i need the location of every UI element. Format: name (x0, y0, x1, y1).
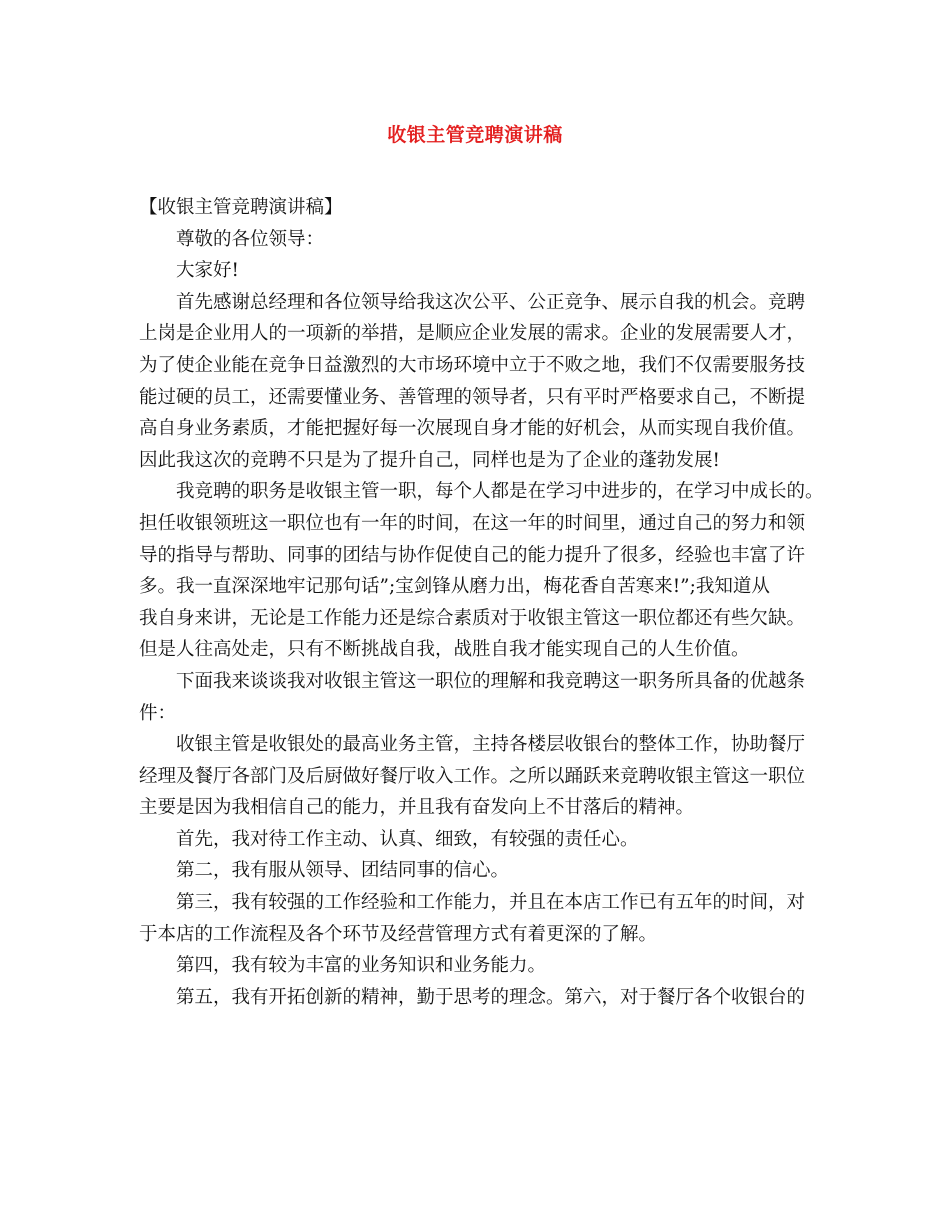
body-line: 第四，我有较为丰富的业务知识和业务能力。 (176, 955, 547, 977)
body-line: 于本店的工作流程及各个环节及经营管理方式有着更深的了解。 (139, 923, 658, 945)
body-line: 因此我这次的竞聘不只是为了提升自己，同样也是为了企业的蓬勃发展! (139, 449, 720, 471)
body-line: 高自身业务素质，才能把握好每一次展现自身才能的好机会，从而实现自我价值。 (139, 418, 806, 440)
body-line: 第五，我有开拓创新的精神，勤于思考的理念。第六，对于餐厅各个收银台的 (176, 986, 806, 1008)
body-line: 多。我一直深深地牢记那句话”;宝剑锋从磨力出，梅花香自苦寒来!”;我知道从 (139, 576, 770, 598)
body-line: 收银主管是收银处的最高业务主管，主持各楼层收银台的整体工作，协助餐厅 (176, 734, 806, 756)
body-line: 我竞聘的职务是收银主管一职，每个人都是在学习中进步的，在学习中成长的。 (176, 481, 824, 503)
body-line: 大家好! (176, 260, 239, 282)
body-line: 主要是因为我相信自己的能力，并且我有奋发向上不甘落后的精神。 (139, 797, 695, 819)
body-line: 上岗是企业用人的一项新的举措，是顺应企业发展的需求。企业的发展需要人才， (139, 323, 806, 345)
body-line: 件： (139, 702, 177, 724)
document-body (139, 192, 829, 1013)
body-line: 能过硬的员工，还需要懂业务、善管理的领导者，只有平时严格要求自己，不断提 (139, 386, 806, 408)
body-line: 为了使企业能在竞争日益激烈的大市场环境中立于不败之地，我们不仅需要服务技 (139, 354, 806, 376)
body-line: 首先，我对待工作主动、认真、细致，有较强的责任心。 (176, 828, 639, 850)
body-line: 首先感谢总经理和各位领导给我这次公平、公正竞争、展示自我的机会。竞聘 (176, 291, 806, 313)
body-line: 尊敬的各位领导： (176, 228, 325, 250)
body-line: 我自身来讲，无论是工作能力还是综合素质对于收银主管这一职位都还有些欠缺。 (139, 607, 806, 629)
body-line: 经理及餐厅各部门及后厨做好餐厅收入工作。之所以踊跃来竞聘收银主管这一职位 (139, 765, 806, 787)
document-title: 收银主管竞聘演讲稿 (387, 124, 563, 146)
body-line: 但是人往高处走，只有不断挑战自我，战胜自我才能实现自己的人生价值。 (139, 639, 750, 661)
body-line: 第二，我有服从领导、团结同事的信心。 (176, 860, 510, 882)
body-line: 导的指导与帮助、同事的团结与协作促使自己的能力提升了很多，经验也丰富了许 (139, 544, 806, 566)
body-line: 第三，我有较强的工作经验和工作能力，并且在本店工作已有五年的时间，对 (176, 892, 806, 914)
body-line: 下面我来谈谈我对收银主管这一职位的理解和我竞聘这一职务所具备的优越条 (176, 670, 806, 692)
body-line: 【收银主管竞聘演讲稿】 (139, 197, 343, 218)
body-line: 担任收银领班这一职位也有一年的时间，在这一年的时间里，通过自己的努力和领 (139, 512, 806, 534)
